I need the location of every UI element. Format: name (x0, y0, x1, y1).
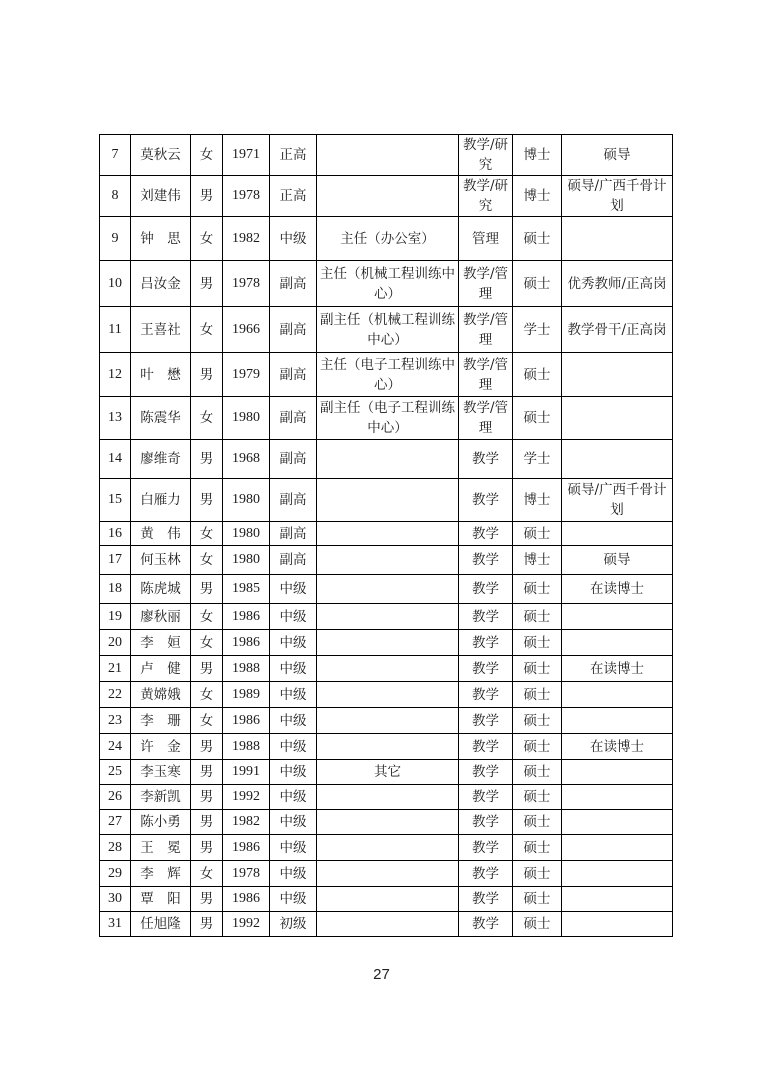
name-cell: 覃 阳 (131, 887, 191, 912)
note-cell: 硕导/广西千骨计划 (562, 176, 673, 217)
name-cell: 李玉寒 (131, 760, 191, 785)
position-cell: 主任（机械工程训练中心） (317, 261, 459, 307)
degree-cell: 硕士 (513, 630, 562, 656)
note-cell (562, 682, 673, 708)
note-cell (562, 440, 673, 479)
row-number-cell: 8 (100, 176, 131, 217)
work-type-cell: 教学 (459, 546, 513, 575)
degree-cell: 硕士 (513, 353, 562, 397)
table-row (100, 682, 673, 708)
birth-year-cell: 1978 (223, 261, 270, 307)
work-type-cell: 教学/管理 (459, 353, 513, 397)
gender-cell: 女 (191, 604, 223, 630)
staff-table (99, 134, 673, 937)
note-cell (562, 887, 673, 912)
title-level-cell: 中级 (270, 575, 317, 604)
name-cell: 莫秋云 (131, 135, 191, 176)
work-type-cell: 教学 (459, 835, 513, 861)
work-type-cell: 教学 (459, 887, 513, 912)
note-cell: 硕导 (562, 546, 673, 575)
row-number-cell: 15 (100, 479, 131, 522)
table-row (100, 353, 673, 397)
title-level-cell: 副高 (270, 261, 317, 307)
birth-year-cell: 1986 (223, 835, 270, 861)
note-cell (562, 708, 673, 734)
position-cell (317, 912, 459, 937)
gender-cell: 男 (191, 760, 223, 785)
row-number-cell: 10 (100, 261, 131, 307)
work-type-cell: 教学 (459, 575, 513, 604)
degree-cell: 博士 (513, 546, 562, 575)
row-number-cell: 25 (100, 760, 131, 785)
note-cell (562, 861, 673, 887)
gender-cell: 男 (191, 785, 223, 810)
title-level-cell: 副高 (270, 522, 317, 546)
position-cell (317, 734, 459, 760)
table-row (100, 397, 673, 440)
note-cell: 在读博士 (562, 734, 673, 760)
table-row (100, 656, 673, 682)
table-row (100, 307, 673, 353)
degree-cell: 硕士 (513, 810, 562, 835)
gender-cell: 女 (191, 630, 223, 656)
degree-cell: 硕士 (513, 522, 562, 546)
table-row (100, 575, 673, 604)
table-row (100, 479, 673, 522)
birth-year-cell: 1986 (223, 887, 270, 912)
note-cell (562, 217, 673, 261)
table-row (100, 734, 673, 760)
title-level-cell: 中级 (270, 630, 317, 656)
gender-cell: 女 (191, 708, 223, 734)
degree-cell: 硕士 (513, 575, 562, 604)
birth-year-cell: 1986 (223, 604, 270, 630)
title-level-cell: 中级 (270, 835, 317, 861)
title-level-cell: 中级 (270, 887, 317, 912)
birth-year-cell: 1968 (223, 440, 270, 479)
table-row (100, 440, 673, 479)
row-number-cell: 16 (100, 522, 131, 546)
note-cell (562, 760, 673, 785)
position-cell: 其它 (317, 760, 459, 785)
row-number-cell: 12 (100, 353, 131, 397)
name-cell: 钟 思 (131, 217, 191, 261)
table-row (100, 135, 673, 176)
degree-cell: 硕士 (513, 760, 562, 785)
title-level-cell: 中级 (270, 734, 317, 760)
name-cell: 廖秋丽 (131, 604, 191, 630)
name-cell: 陈震华 (131, 397, 191, 440)
name-cell: 许 金 (131, 734, 191, 760)
table-row (100, 176, 673, 217)
position-cell (317, 135, 459, 176)
note-cell (562, 835, 673, 861)
gender-cell: 男 (191, 656, 223, 682)
work-type-cell: 教学/研究 (459, 176, 513, 217)
gender-cell: 女 (191, 522, 223, 546)
position-cell (317, 656, 459, 682)
name-cell: 卢 健 (131, 656, 191, 682)
name-cell: 王喜社 (131, 307, 191, 353)
note-cell: 教学骨干/正高岗 (562, 307, 673, 353)
name-cell: 白雁力 (131, 479, 191, 522)
degree-cell: 硕士 (513, 656, 562, 682)
birth-year-cell: 1988 (223, 656, 270, 682)
note-cell (562, 397, 673, 440)
birth-year-cell: 1978 (223, 176, 270, 217)
table-row (100, 810, 673, 835)
work-type-cell: 教学 (459, 440, 513, 479)
gender-cell: 女 (191, 546, 223, 575)
table-row (100, 217, 673, 261)
work-type-cell: 教学 (459, 861, 513, 887)
table-row (100, 835, 673, 861)
table-body (100, 135, 673, 937)
note-cell: 硕导/广西千骨计划 (562, 479, 673, 522)
name-cell: 黄 伟 (131, 522, 191, 546)
position-cell (317, 440, 459, 479)
row-number-cell: 11 (100, 307, 131, 353)
gender-cell: 女 (191, 217, 223, 261)
title-level-cell: 中级 (270, 217, 317, 261)
title-level-cell: 中级 (270, 861, 317, 887)
title-level-cell: 副高 (270, 440, 317, 479)
birth-year-cell: 1971 (223, 135, 270, 176)
degree-cell: 硕士 (513, 261, 562, 307)
note-cell (562, 353, 673, 397)
degree-cell: 学士 (513, 307, 562, 353)
name-cell: 任旭隆 (131, 912, 191, 937)
table-row (100, 912, 673, 937)
title-level-cell: 中级 (270, 708, 317, 734)
row-number-cell: 29 (100, 861, 131, 887)
row-number-cell: 19 (100, 604, 131, 630)
gender-cell: 女 (191, 397, 223, 440)
work-type-cell: 教学 (459, 760, 513, 785)
row-number-cell: 9 (100, 217, 131, 261)
degree-cell: 硕士 (513, 912, 562, 937)
work-type-cell: 教学 (459, 734, 513, 760)
birth-year-cell: 1980 (223, 546, 270, 575)
name-cell: 陈小勇 (131, 810, 191, 835)
birth-year-cell: 1992 (223, 912, 270, 937)
work-type-cell: 教学/管理 (459, 307, 513, 353)
work-type-cell: 教学 (459, 479, 513, 522)
row-number-cell: 22 (100, 682, 131, 708)
degree-cell: 硕士 (513, 708, 562, 734)
table-row (100, 861, 673, 887)
birth-year-cell: 1988 (223, 734, 270, 760)
row-number-cell: 20 (100, 630, 131, 656)
page-number: 27 (373, 966, 390, 983)
gender-cell: 男 (191, 479, 223, 522)
work-type-cell: 教学 (459, 682, 513, 708)
table-row (100, 630, 673, 656)
degree-cell: 学士 (513, 440, 562, 479)
title-level-cell: 正高 (270, 135, 317, 176)
gender-cell: 女 (191, 861, 223, 887)
table-row (100, 708, 673, 734)
name-cell: 吕汝金 (131, 261, 191, 307)
row-number-cell: 18 (100, 575, 131, 604)
title-level-cell: 初级 (270, 912, 317, 937)
title-level-cell: 副高 (270, 479, 317, 522)
name-cell: 王 冕 (131, 835, 191, 861)
position-cell (317, 604, 459, 630)
position-cell (317, 810, 459, 835)
title-level-cell: 中级 (270, 760, 317, 785)
title-level-cell: 正高 (270, 176, 317, 217)
gender-cell: 女 (191, 682, 223, 708)
name-cell: 何玉林 (131, 546, 191, 575)
birth-year-cell: 1978 (223, 861, 270, 887)
birth-year-cell: 1980 (223, 397, 270, 440)
row-number-cell: 31 (100, 912, 131, 937)
note-cell (562, 785, 673, 810)
position-cell (317, 575, 459, 604)
gender-cell: 男 (191, 261, 223, 307)
table-row (100, 785, 673, 810)
row-number-cell: 14 (100, 440, 131, 479)
birth-year-cell: 1991 (223, 760, 270, 785)
note-cell (562, 912, 673, 937)
table-row (100, 887, 673, 912)
degree-cell: 硕士 (513, 217, 562, 261)
title-level-cell: 中级 (270, 604, 317, 630)
row-number-cell: 17 (100, 546, 131, 575)
work-type-cell: 教学/管理 (459, 261, 513, 307)
name-cell: 李 珊 (131, 708, 191, 734)
name-cell: 黄嫦娥 (131, 682, 191, 708)
work-type-cell: 教学 (459, 708, 513, 734)
position-cell (317, 682, 459, 708)
birth-year-cell: 1982 (223, 810, 270, 835)
gender-cell: 男 (191, 575, 223, 604)
gender-cell: 男 (191, 734, 223, 760)
gender-cell: 男 (191, 912, 223, 937)
name-cell: 刘建伟 (131, 176, 191, 217)
work-type-cell: 教学 (459, 810, 513, 835)
work-type-cell: 教学 (459, 604, 513, 630)
degree-cell: 硕士 (513, 604, 562, 630)
note-cell (562, 630, 673, 656)
degree-cell: 硕士 (513, 835, 562, 861)
work-type-cell: 教学/研究 (459, 135, 513, 176)
gender-cell: 男 (191, 176, 223, 217)
work-type-cell: 教学 (459, 912, 513, 937)
name-cell: 叶 懋 (131, 353, 191, 397)
birth-year-cell: 1992 (223, 785, 270, 810)
table-row (100, 261, 673, 307)
work-type-cell: 教学 (459, 630, 513, 656)
row-number-cell: 13 (100, 397, 131, 440)
table-row (100, 522, 673, 546)
row-number-cell: 24 (100, 734, 131, 760)
gender-cell: 男 (191, 887, 223, 912)
name-cell: 李 姮 (131, 630, 191, 656)
position-cell: 主任（电子工程训练中心） (317, 353, 459, 397)
birth-year-cell: 1982 (223, 217, 270, 261)
name-cell: 李 辉 (131, 861, 191, 887)
position-cell (317, 630, 459, 656)
degree-cell: 硕士 (513, 397, 562, 440)
table-row (100, 546, 673, 575)
work-type-cell: 教学 (459, 785, 513, 810)
table-row (100, 604, 673, 630)
position-cell (317, 546, 459, 575)
position-cell (317, 785, 459, 810)
table-row (100, 760, 673, 785)
row-number-cell: 7 (100, 135, 131, 176)
row-number-cell: 28 (100, 835, 131, 861)
position-cell: 副主任（电子工程训练中心） (317, 397, 459, 440)
name-cell: 陈虎城 (131, 575, 191, 604)
note-cell: 硕导 (562, 135, 673, 176)
gender-cell: 男 (191, 810, 223, 835)
row-number-cell: 23 (100, 708, 131, 734)
title-level-cell: 副高 (270, 307, 317, 353)
row-number-cell: 30 (100, 887, 131, 912)
degree-cell: 硕士 (513, 785, 562, 810)
row-number-cell: 21 (100, 656, 131, 682)
degree-cell: 博士 (513, 479, 562, 522)
position-cell (317, 522, 459, 546)
title-level-cell: 副高 (270, 546, 317, 575)
gender-cell: 男 (191, 835, 223, 861)
title-level-cell: 中级 (270, 785, 317, 810)
birth-year-cell: 1980 (223, 522, 270, 546)
birth-year-cell: 1986 (223, 708, 270, 734)
degree-cell: 硕士 (513, 734, 562, 760)
row-number-cell: 26 (100, 785, 131, 810)
name-cell: 李新凯 (131, 785, 191, 810)
birth-year-cell: 1980 (223, 479, 270, 522)
position-cell: 副主任（机械工程训练中心） (317, 307, 459, 353)
work-type-cell: 管理 (459, 217, 513, 261)
note-cell: 在读博士 (562, 575, 673, 604)
position-cell: 主任（办公室） (317, 217, 459, 261)
row-number-cell: 27 (100, 810, 131, 835)
work-type-cell: 教学/管理 (459, 397, 513, 440)
title-level-cell: 副高 (270, 353, 317, 397)
degree-cell: 博士 (513, 176, 562, 217)
title-level-cell: 中级 (270, 810, 317, 835)
note-cell (562, 522, 673, 546)
birth-year-cell: 1979 (223, 353, 270, 397)
position-cell (317, 708, 459, 734)
work-type-cell: 教学 (459, 522, 513, 546)
gender-cell: 男 (191, 440, 223, 479)
degree-cell: 硕士 (513, 887, 562, 912)
birth-year-cell: 1985 (223, 575, 270, 604)
name-cell: 廖维奇 (131, 440, 191, 479)
note-cell (562, 810, 673, 835)
gender-cell: 女 (191, 307, 223, 353)
position-cell (317, 479, 459, 522)
note-cell (562, 604, 673, 630)
work-type-cell: 教学 (459, 656, 513, 682)
note-cell: 优秀教师/正高岗 (562, 261, 673, 307)
gender-cell: 男 (191, 353, 223, 397)
degree-cell: 硕士 (513, 861, 562, 887)
position-cell (317, 861, 459, 887)
birth-year-cell: 1986 (223, 630, 270, 656)
birth-year-cell: 1989 (223, 682, 270, 708)
title-level-cell: 中级 (270, 656, 317, 682)
position-cell (317, 887, 459, 912)
birth-year-cell: 1966 (223, 307, 270, 353)
position-cell (317, 835, 459, 861)
title-level-cell: 副高 (270, 397, 317, 440)
position-cell (317, 176, 459, 217)
degree-cell: 硕士 (513, 682, 562, 708)
degree-cell: 博士 (513, 135, 562, 176)
title-level-cell: 中级 (270, 682, 317, 708)
gender-cell: 女 (191, 135, 223, 176)
note-cell: 在读博士 (562, 656, 673, 682)
